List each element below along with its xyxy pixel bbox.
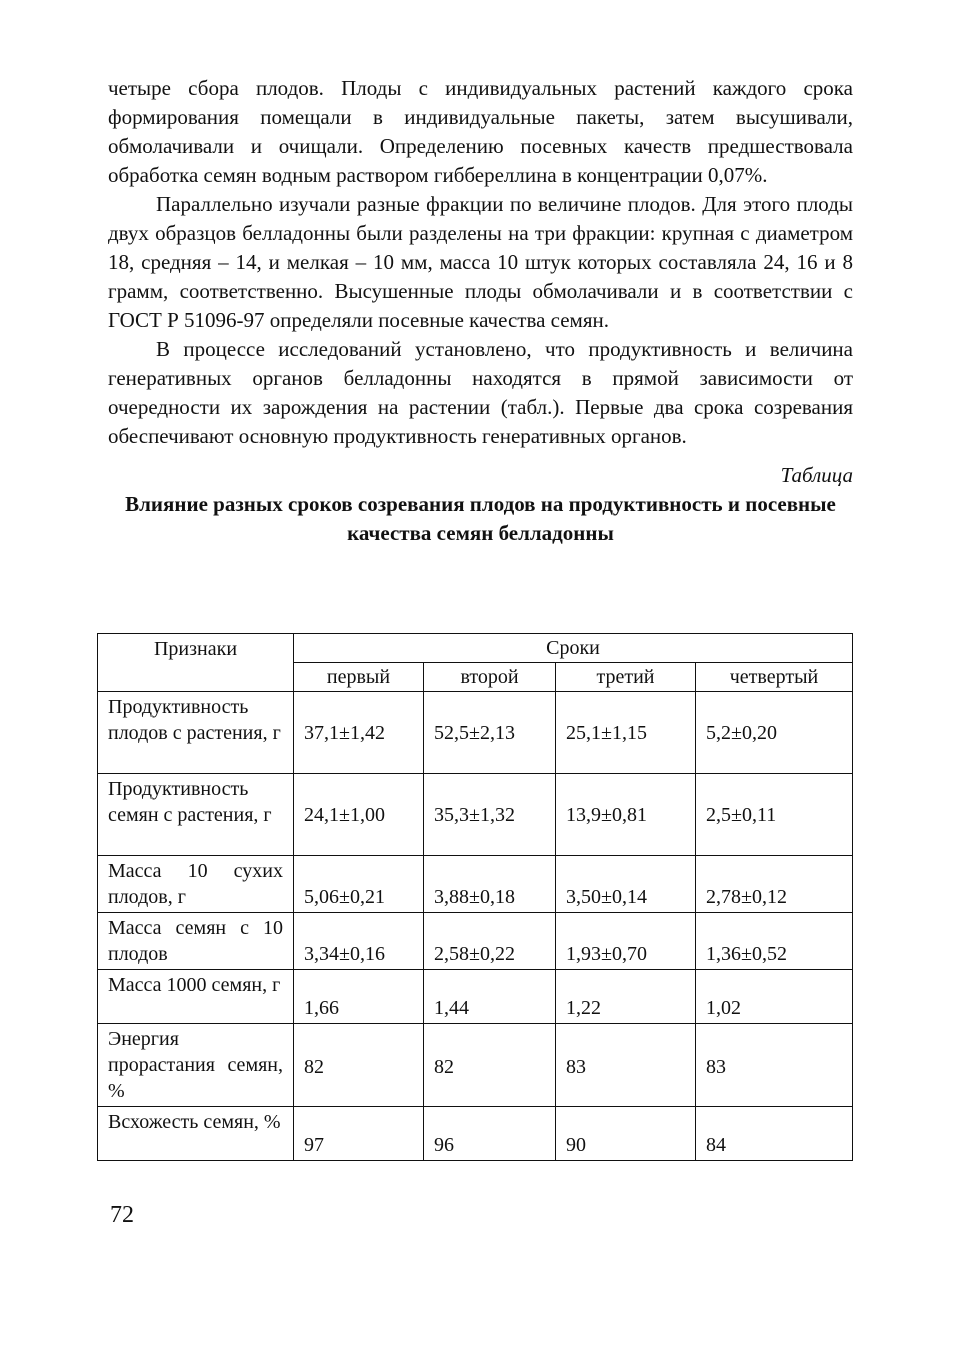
table-row xyxy=(98,692,853,774)
table-cell: 83 xyxy=(556,1024,696,1107)
header-col-3: третий xyxy=(556,663,696,692)
table-cell: 1,44 xyxy=(424,970,556,1024)
table-cell: 5,06±0,21 xyxy=(294,856,424,913)
row-label: Масса семян с 10 плодов xyxy=(98,913,294,970)
table-cell: 1,02 xyxy=(696,970,853,1024)
page-body xyxy=(108,74,853,548)
page-number: 72 xyxy=(110,1202,134,1228)
row-label: Всхожесть семян, % xyxy=(98,1107,294,1161)
table-row xyxy=(98,970,853,1024)
paragraph-1: четыре сбора плодов. Плоды с индивидуальных растений каждого срока формирования помещали в индивидуальные пакеты, затем высушивали, обмолачивали и очищали. Определению посевных качеств предшествовала обработка семян водным раствором гиббереллина в концентрации 0,07%. xyxy=(108,76,853,187)
table-cell: 2,5±0,11 xyxy=(696,774,853,856)
header-col-1: первый xyxy=(294,663,424,692)
table-cell: 3,34±0,16 xyxy=(294,913,424,970)
row-label: Масса 10 сухих плодов, г xyxy=(98,856,294,913)
paragraph-3: В процессе исследований установлено, что продуктивность и величина генеративных органов белладонны находятся в прямой зависимости от очередности их зарождения на растении (табл.). Первые два срока созревания обеспечивают основную продуктивность генеративных органов. xyxy=(108,337,853,448)
table-row xyxy=(98,856,853,913)
table-cell: 24,1±1,00 xyxy=(294,774,424,856)
table-cell: 1,22 xyxy=(556,970,696,1024)
table-cell: 82 xyxy=(294,1024,424,1107)
table-header-row xyxy=(98,634,853,663)
row-label: Энергия прорастания семян, % xyxy=(98,1024,294,1107)
table-title: Влияние разных сроков созревания плодов на продуктивность и посевные качества семян белладонны xyxy=(125,492,836,545)
header-col-2: второй xyxy=(424,663,556,692)
paragraph-2: Параллельно изучали разные фракции по величине плодов. Для этого плоды двух образцов белладонны были разделены на три фракции: крупная с диаметром 18, средняя – 14, и мелкая – 10 мм, масса 10 штук которых составляла 24, 16 и 8 грамм, соответственно. Высушенные плоды обмолачивали и в соответствии с ГОСТ Р 51096-97 определяли посевные качества семян. xyxy=(108,192,853,332)
table-row xyxy=(98,913,853,970)
table-cell: 3,50±0,14 xyxy=(556,856,696,913)
header-terms: Сроки xyxy=(294,634,853,663)
table-cell: 83 xyxy=(696,1024,853,1107)
header-feature: Признаки xyxy=(98,634,294,692)
table-row xyxy=(98,774,853,856)
table-cell: 2,58±0,22 xyxy=(424,913,556,970)
table-cell: 13,9±0,81 xyxy=(556,774,696,856)
table-row xyxy=(98,1024,853,1107)
table-cell: 37,1±1,42 xyxy=(294,692,424,774)
table-cell: 82 xyxy=(424,1024,556,1107)
table-cell: 2,78±0,12 xyxy=(696,856,853,913)
table-cell: 1,66 xyxy=(294,970,424,1024)
table-cell: 52,5±2,13 xyxy=(424,692,556,774)
table-cell: 90 xyxy=(556,1107,696,1161)
header-col-4: четвертый xyxy=(696,663,853,692)
row-label: Масса 1000 семян, г xyxy=(98,970,294,1024)
data-table xyxy=(97,633,853,1161)
table-cell: 84 xyxy=(696,1107,853,1161)
table-cell: 5,2±0,20 xyxy=(696,692,853,774)
table-label: Таблица xyxy=(780,463,853,487)
row-label: Продуктивность плодов с растения, г xyxy=(98,692,294,774)
row-label: Продуктивность семян с растения, г xyxy=(98,774,294,856)
table-cell: 3,88±0,18 xyxy=(424,856,556,913)
table-cell: 25,1±1,15 xyxy=(556,692,696,774)
table-cell: 97 xyxy=(294,1107,424,1161)
table-cell: 96 xyxy=(424,1107,556,1161)
table-cell: 1,36±0,52 xyxy=(696,913,853,970)
table-cell: 35,3±1,32 xyxy=(424,774,556,856)
table-cell: 1,93±0,70 xyxy=(556,913,696,970)
table-row xyxy=(98,1107,853,1161)
